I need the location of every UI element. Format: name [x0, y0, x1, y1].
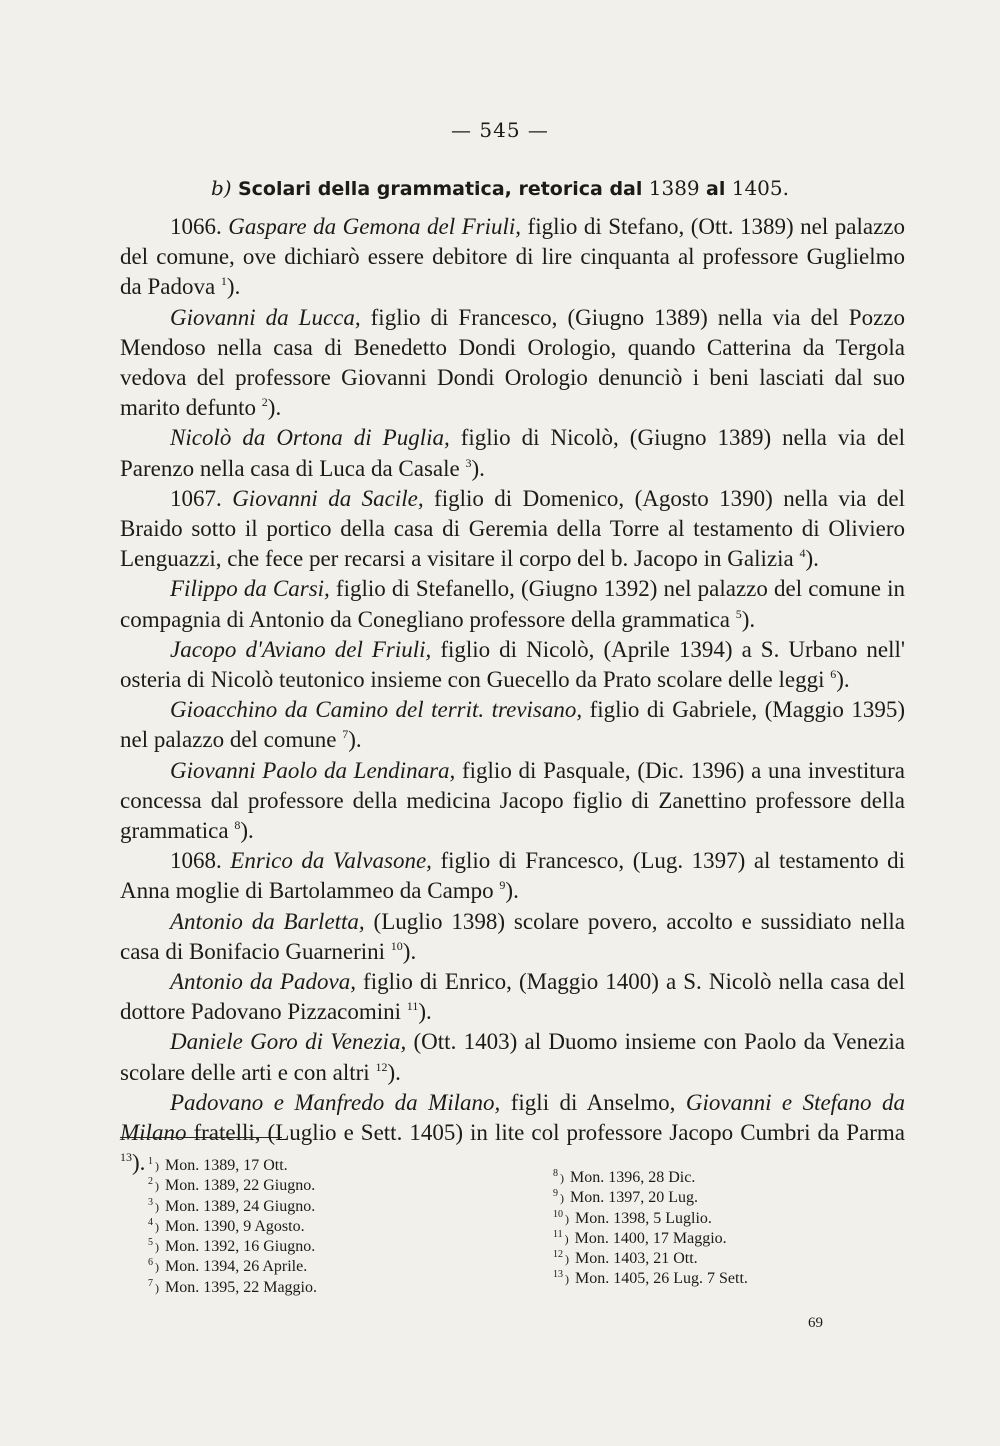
entry-end: ). — [836, 667, 850, 693]
entry-text: figlio di Nicolò, (Aprile 1394) a S. Urbano nell' osteria di Nicolò teutonico insieme con Guecello da Prato scolare delle leggi — [120, 636, 905, 693]
entry-end: ). — [471, 455, 485, 481]
page-number: — 545 — — [451, 118, 549, 142]
footnote-ref: 1 — [220, 274, 227, 289]
footnote-number: 2 — [148, 1176, 153, 1188]
footnote-number: 4 — [148, 1216, 153, 1228]
footnote-text: Mon. 1392, 16 Giugno. — [165, 1238, 316, 1256]
entry-paragraph — [120, 1027, 905, 1087]
footnote-text: Mon. 1400, 17 Maggio. — [574, 1229, 727, 1247]
footnote-text: Mon. 1394, 26 Aprile. — [165, 1258, 308, 1276]
person-name: Jacopo d'Aviano del Friuli, — [170, 636, 432, 662]
entry-text: fratelli, (Luglio e Sett. 1405) in lite col professore Jacopo Cumbri da Parma — [186, 1120, 905, 1146]
entry-paragraph — [120, 484, 905, 575]
footnote-text: Mon. 1405, 26 Lug. 7 Sett. — [575, 1270, 748, 1288]
footnote-number: 8 — [553, 1168, 558, 1179]
person-name: Antonio da Padova, — [170, 969, 356, 995]
footnote — [148, 1176, 317, 1196]
footnote — [553, 1229, 748, 1249]
footnote — [553, 1249, 748, 1269]
footnote-text: Mon. 1403, 21 Ott. — [575, 1250, 698, 1268]
entry-paragraph — [120, 695, 905, 755]
footnote-text: Mon. 1389, 24 Giugno. — [165, 1197, 316, 1215]
footnote — [148, 1278, 317, 1298]
section-al: al — [706, 178, 726, 200]
footnote-number: 6 — [148, 1257, 153, 1269]
footnote — [148, 1197, 317, 1217]
entry-text: (Luglio 1398) scolare povero, accolto e sussidiato nella casa di Bonifacio Guarnerini — [120, 908, 905, 964]
entry-text: figlio di Stefanello, (Giugno 1392) nel palazzo del comune in compagnia di Antonio da Conegliano professore della grammatica — [120, 576, 905, 632]
entry-paragraph — [120, 303, 905, 424]
entry-text: figlio di Pasquale, (Dic. 1396) a una investitura concessa dal professore della medicina Jacopo figlio di Zanettino professore della grammatica — [120, 757, 905, 844]
entry-paragraph — [120, 756, 905, 847]
entry-number: 1066. — [170, 214, 222, 239]
footnote — [148, 1237, 317, 1257]
footnote-text: Mon. 1390, 9 Agosto. — [165, 1217, 305, 1235]
footnote-paren: ) — [155, 1199, 159, 1214]
footnote-paren: ) — [565, 1272, 569, 1287]
entry-number: 1067. — [170, 485, 222, 511]
entry-paragraph — [120, 846, 905, 906]
person-name: Antonio da Barletta, — [170, 908, 365, 934]
entry-end: ). — [267, 395, 282, 421]
entry-end: ). — [226, 274, 241, 300]
footnote-number: 11 — [553, 1228, 563, 1240]
entry-end: ). — [348, 727, 362, 753]
footnote-text: Mon. 1389, 22 Giugno. — [165, 1177, 316, 1195]
footnote — [148, 1257, 317, 1277]
footnote-paren: ) — [564, 1231, 569, 1246]
entry-text: figlio di Domenico, (Agosto 1390) nella via del Braido sotto il portico della casa di Geremia della Torre al testamento di Oliviero Lenguazzi, che fece per recarsi a visitare il corpo del b. Jacopo in Galizia — [120, 485, 906, 572]
footnote — [553, 1188, 748, 1208]
footnote-text: Mon. 1396, 28 Dic. — [570, 1169, 696, 1186]
footnote-ref: 6 — [830, 667, 837, 682]
footnote-number: 5 — [148, 1237, 153, 1249]
person-name: Giovanni da Sacile, — [232, 485, 424, 511]
entry-end: ). — [132, 1150, 146, 1176]
person-name: Giovanni Paolo da Lendinara, — [170, 757, 456, 783]
footnotes-right-column — [553, 1168, 748, 1290]
person-name: Nicolò da Ortona di Puglia, — [170, 425, 450, 451]
footnote-ref: 7 — [342, 727, 349, 742]
footnote-ref: 2 — [261, 395, 268, 410]
entry-text: figlio di Nicolò, (Giugno 1389) nella via del Parenzo nella casa di Luca da Casale — [120, 425, 906, 481]
entry-end: ). — [418, 999, 432, 1025]
footnote-paren: ) — [155, 1159, 159, 1173]
footnote-ref: 9 — [499, 878, 506, 893]
entry-paragraph — [120, 967, 905, 1027]
footnote-ref: 8 — [234, 818, 241, 833]
footnote-paren: ) — [560, 1171, 564, 1185]
footnote-number: 3 — [148, 1196, 153, 1208]
entry-paragraph — [120, 423, 905, 483]
footnote-text: Mon. 1397, 20 Lug. — [570, 1189, 698, 1207]
footnote-paren: ) — [560, 1191, 564, 1206]
entry-paragraph — [120, 574, 905, 634]
section-title: Scolari della grammatica, retorica dal — [237, 178, 643, 200]
person-name: Enrico da Valvasone, — [230, 848, 432, 874]
section-letter: b) — [211, 176, 232, 200]
footnote-text: Mon. 1395, 22 Maggio. — [165, 1278, 317, 1296]
footnote-paren: ) — [565, 1211, 569, 1226]
entry-text: (Ott. 1403) al Duomo insieme con Paolo da Venezia scolare delle arti e con altri — [120, 1029, 905, 1085]
footnote-ref: 4 — [799, 546, 806, 561]
footnote-paren: ) — [565, 1252, 569, 1267]
section-year-to: 1405. — [731, 176, 789, 200]
entry-paragraph — [120, 907, 905, 967]
entry-end: ). — [387, 1059, 401, 1085]
entry-number: 1068. — [170, 848, 222, 874]
footnote-paren: ) — [155, 1219, 159, 1234]
section-year-from: 1389 — [648, 176, 700, 200]
footnote-text: Mon. 1398, 5 Luglio. — [575, 1209, 712, 1227]
entry-text: figlio di Stefano, (Ott. 1389) nel palazzo del comune, ove dichiarò essere debitore di lire cinquanta al professore Guglielmo da Padova — [120, 214, 906, 300]
person-name: Filippo da Carsi, — [170, 576, 330, 602]
person-name: Giovanni e Stefano da Milano — [120, 1089, 906, 1146]
footnote-number: 12 — [553, 1249, 563, 1261]
footnote — [148, 1217, 317, 1237]
footnote-number: 10 — [553, 1208, 563, 1220]
footnote-ref: 13 — [120, 1150, 132, 1165]
entry-paragraph — [120, 212, 905, 303]
footnote-paren: ) — [155, 1280, 159, 1295]
entry-end: ). — [402, 938, 417, 964]
entry-text: figli di Anselmo, — [500, 1089, 686, 1115]
footnote-ref: 5 — [735, 606, 742, 621]
body-text — [120, 212, 905, 1179]
entry-end: ). — [240, 818, 254, 844]
footnote-ref: 10 — [390, 938, 403, 953]
footnote-number: 13 — [553, 1269, 563, 1281]
person-name: Giovanni da Lucca, — [170, 304, 361, 330]
person-name: Padovano e Manfredo da Milano, — [170, 1089, 501, 1115]
entry-text: figlio di Gabriele, (Maggio 1395) nel palazzo del comune — [120, 697, 905, 753]
footnote-number: 9 — [553, 1188, 558, 1200]
footnote-ref: 3 — [465, 455, 472, 470]
footnote — [553, 1168, 748, 1188]
footnote-paren: ) — [155, 1260, 159, 1275]
entry-text: figlio di Enrico, (Maggio 1400) a S. Nicolò nella casa del dottore Padovano Pizzacomini — [120, 969, 905, 1025]
entry-end: ). — [805, 546, 819, 572]
footnote-paren: ) — [155, 1240, 159, 1255]
footnote-text: Mon. 1389, 17 Ott. — [165, 1157, 288, 1174]
footnote-divider — [120, 1137, 282, 1138]
person-name: Gaspare da Gemona del Friuli, — [228, 214, 522, 239]
footnote — [148, 1156, 317, 1176]
footnote-number: 7 — [148, 1277, 153, 1289]
entry-end: ). — [741, 606, 756, 632]
footnote-paren: ) — [155, 1179, 159, 1194]
footnote-ref: 11 — [406, 999, 419, 1014]
footnote-ref: 12 — [375, 1059, 388, 1074]
footnote — [553, 1209, 748, 1229]
entry-text: figlio di Francesco, (Lug. 1397) al testamento di Anna moglie di Bartolammeo da Campo — [120, 848, 906, 904]
entry-end: ). — [505, 878, 519, 904]
signature-mark: 69 — [808, 1315, 823, 1331]
person-name: Gioacchino da Camino del territ. trevisano, — [170, 697, 583, 723]
entry-paragraph — [120, 635, 905, 695]
entry-text: figlio di Francesco, (Giugno 1389) nella via del Pozzo Mendoso nella casa di Benedetto Dondi Orologio, quando Catterina da Tergola vedova del professore Giovanni Dondi Orologio denunciò i beni lasciati dal suo marito defunto — [120, 304, 905, 421]
footnotes-left-column — [148, 1156, 317, 1298]
footnote-number: 1 — [148, 1156, 153, 1167]
person-name: Daniele Goro di Venezia, — [170, 1029, 407, 1055]
section-heading — [0, 176, 1000, 200]
footnote — [553, 1269, 748, 1289]
